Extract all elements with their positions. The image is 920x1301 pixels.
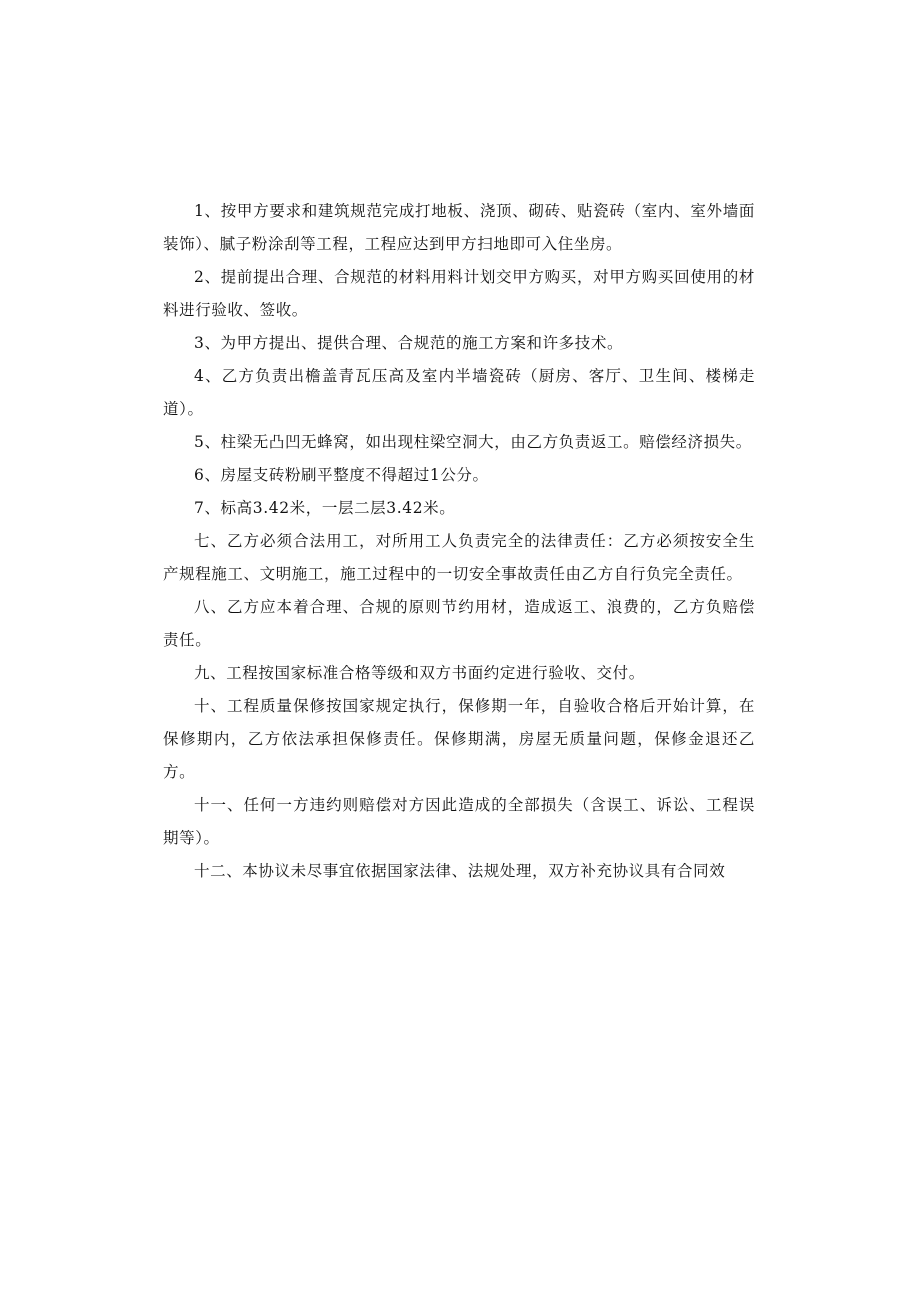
- article-11: 十一、任何一方违约则赔偿对方因此造成的全部损失（含误工、诉讼、工程误期等）。: [163, 796, 755, 847]
- clause-1: 1、按甲方要求和建筑规范完成打地板、浇顶、砌砖、贴瓷砖（室内、室外墙面装饰）、腻子粉涂刮等工程，工程应达到甲方扫地即可入住坐房。: [163, 202, 755, 253]
- article-7: 七、乙方必须合法用工，对所用工人负责完全的法律责任：乙方必须按安全生产规程施工、文明施工，施工过程中的一切安全事故责任由乙方自行负完全责任。: [163, 532, 755, 583]
- clause-7: 7、标高3.42米，一层二层3.42米。: [194, 499, 456, 517]
- clause-3: 3、为甲方提出、提供合理、合规范的施工方案和许多技术。: [194, 334, 624, 352]
- article-12: 十二、本协议未尽事宜依据国家法律、法规处理，双方补充协议具有合同效: [194, 862, 726, 880]
- clause-4: 4、乙方负责出檐盖青瓦压高及室内半墙瓷砖（厨房、客厅、卫生间、楼梯走道）。: [163, 367, 755, 418]
- clause-5: 5、柱梁无凸凹无蜂窝，如出现柱梁空洞大，由乙方负责返工。赔偿经济损失。: [194, 433, 752, 451]
- article-9: 九、工程按国家标准合格等级和双方书面约定进行验收、交付。: [194, 664, 645, 682]
- clause-6: 6、房屋支砖粉刷平整度不得超过1公分。: [194, 466, 489, 484]
- article-8: 八、乙方应本着合理、合规的原则节约用材，造成返工、浪费的，乙方负赔偿责任。: [163, 598, 755, 649]
- clause-2: 2、提前提出合理、合规范的材料用料计划交甲方购买，对甲方购买回使用的材料进行验收、签收。: [163, 268, 755, 319]
- article-10: 十、工程质量保修按国家规定执行，保修期一年，自验收合格后开始计算，在保修期内，乙方依法承担保修责任。保修期满，房屋无质量问题，保修金退还乙方。: [163, 697, 755, 781]
- contract-terms: [163, 195, 755, 888]
